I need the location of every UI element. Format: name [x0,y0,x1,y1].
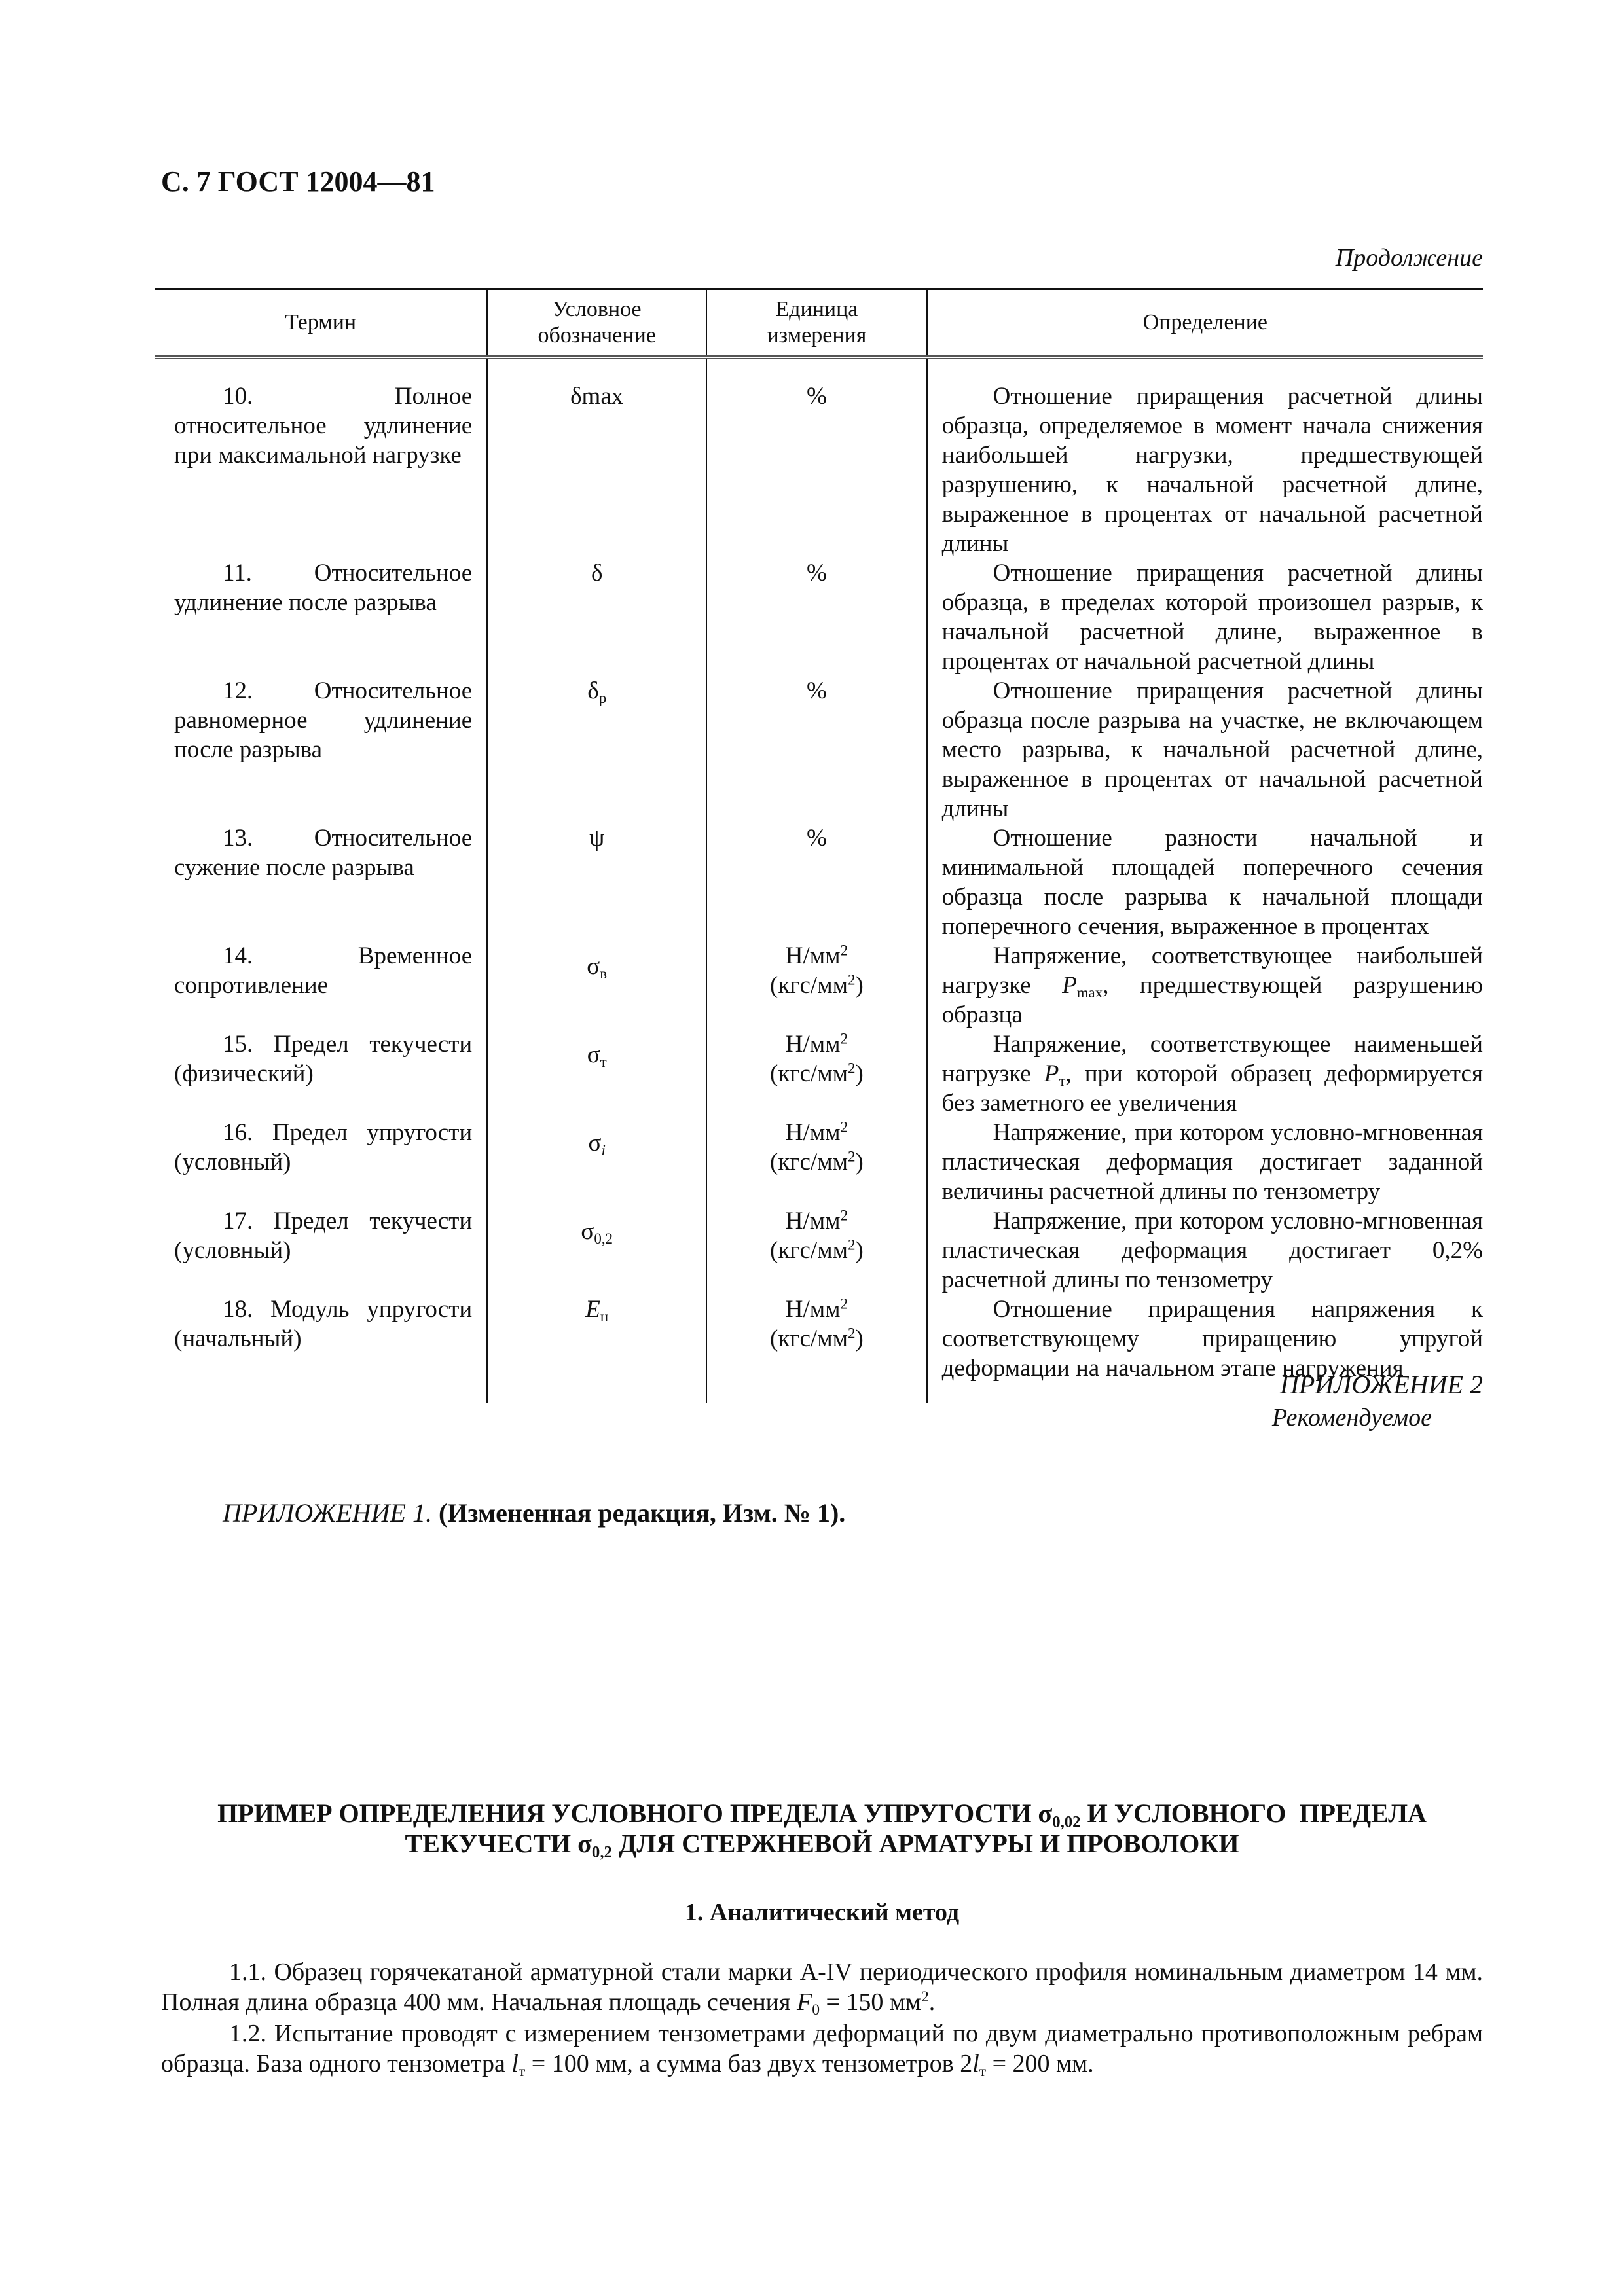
symbol-cell [488,1206,706,1246]
column-header-definition: Определение [1142,310,1267,334]
term-text: 18. Модуль упругости (начальный) [174,1296,473,1352]
table-row [155,941,1483,1030]
term-cell [155,823,486,882]
term-text: 10. Полное относительное удлинение при максимальной нагрузке [174,383,473,469]
unit-superscript: 2 [840,1207,848,1224]
term-text: 14. Временное сопротивление [174,942,473,999]
symbol-cell [488,1030,706,1069]
paragraph-subscript: 0 [812,2001,820,2019]
column-header-symbol [487,289,706,358]
definition-cell [928,558,1483,676]
table-row [155,558,1483,676]
unit-close-paren: ) [855,1325,864,1352]
symbol-subscript: р [598,689,607,706]
definition-cell [928,823,1483,941]
definition-subscript: т [1059,1072,1066,1089]
paragraph-text: 1.1. Образец горячекатаной арматурной стали марки А-IV периодического профиля номинальным диаметром 14 мм. Полная длина образца 400 мм. Начальная площадь сечения [161,1958,1483,2016]
definition-variable: P [1044,1060,1059,1087]
definition-cell [928,1030,1483,1118]
table-row [155,1206,1483,1295]
unit-cell [707,382,926,411]
unit-alt-text: (кгс/мм [770,1325,848,1352]
unit-alt-text: (кгс/мм [770,1060,848,1087]
definition-text: Напряжение, при котором условно-мгновенная пластическая деформация достигает заданной величины расчетной длины по тензометру [941,1119,1483,1205]
symbol-subscript: н [600,1308,609,1325]
term-text: 16. Предел упругости (условный) [174,1119,473,1175]
symbol-cell [488,1295,706,1324]
definition-cell [928,382,1483,558]
unit-text: Н/мм [785,1119,841,1146]
term-cell [155,1295,486,1354]
unit-text: Н/мм [785,1296,841,1323]
unit-cell [707,941,926,1000]
symbol-cell [488,941,706,981]
symbol-subscript: в [600,965,608,982]
table-row [155,1030,1483,1118]
definition-text: Напряжение, соответствующее наибольшей нагрузке [941,942,1483,999]
main-heading-text: ТЕКУЧЕСТИ σ [405,1829,592,1858]
column-header-unit [706,289,926,358]
main-heading-text-cont: ДЛЯ СТЕРЖНЕВОЙ АРМАТУРЫ И ПРОВОЛОКИ [611,1829,1239,1858]
unit-superscript: 2 [848,1325,856,1342]
definition-variable: P [1062,972,1077,999]
page-header: С. 7 ГОСТ 12004—81 [161,166,435,198]
definition-text-cont: , при которой образец деформируется без заметного ее увеличения [941,1060,1483,1117]
paragraph-text-cont: = 150 мм [819,1988,921,2016]
unit-cell [707,823,926,853]
unit-cell [707,558,926,588]
continuation-label: Продолжение [1335,244,1483,272]
table-row [155,1118,1483,1206]
term-cell [155,676,486,764]
symbol-text: δ [587,677,599,704]
appendix1-note-revision: (Измененная редакция, Изм. № 1). [438,1498,846,1528]
table-header-row [155,289,1483,358]
paragraph-text-end: . [928,1988,936,2016]
unit-alt-text: (кгс/мм [770,1237,848,1264]
definition-subscript: max [1076,984,1103,1001]
symbol-cell [488,558,706,588]
unit-superscript: 2 [840,1030,848,1047]
unit-superscript: 2 [840,1295,848,1312]
unit-alt-text: (кгс/мм [770,972,848,999]
unit-superscript: 2 [840,942,848,959]
paragraph-text: 1.2. Испытание проводят с измерением тензометрами деформаций по двум диаметрально противоположным ребрам образца. База одного тензометра [161,2020,1483,2077]
symbol-text: δ [591,560,603,586]
terms-table [155,288,1483,1403]
symbol-cell [488,382,706,411]
unit-text: Н/мм [785,942,841,969]
paragraph-variable: l [511,2050,519,2077]
definition-text: Напряжение, соответствующее наименьшей нагрузке [941,1031,1483,1087]
column-header-term: Термин [155,289,487,358]
unit-superscript: 2 [848,1060,856,1077]
paragraph-1-1 [161,1957,1483,2017]
unit-text: % [807,677,827,704]
term-cell [155,1118,486,1177]
symbol-text: σ [587,953,600,980]
table-row [155,357,1483,558]
term-text: 17. Предел текучести (условный) [174,1208,473,1264]
unit-close-paren: ) [855,1060,864,1087]
appendix2-title: ПРИЛОЖЕНИЕ 2 [1280,1370,1483,1399]
unit-cell [707,1295,926,1354]
paragraph-1-2 [161,2018,1483,2079]
appendix1-note [223,1498,845,1528]
unit-close-paren: ) [855,1237,864,1264]
unit-superscript: 2 [848,971,856,988]
term-text: 12. Относительное равномерное удлинение после разрыва [174,677,473,763]
definition-text: Отношение приращения расчетной длины образца, в пределах которой произошел разрыв, к начальной расчетной длине, выраженное в процентах от начальной расчетной длины [941,560,1483,675]
main-heading-text-cont: И УСЛОВНОГО ПРЕДЕЛА [1080,1799,1427,1828]
unit-text: % [807,560,827,586]
unit-text: % [807,383,827,410]
column-header-symbol-text: Условное обозначение [538,297,656,348]
appendix1-note-label: ПРИЛОЖЕНИЕ 1. [223,1498,432,1528]
definition-cell [928,941,1483,1030]
paragraph-superscript: 2 [921,1988,929,2006]
definition-cell [928,676,1483,823]
term-cell [155,1030,486,1088]
symbol-subscript: 0,2 [594,1230,613,1247]
unit-alt-text: (кгс/мм [770,1149,848,1175]
term-cell [155,382,486,470]
unit-cell [707,1118,926,1177]
definition-text: Отношение приращения напряжения к соответствующему приращению упругой деформации на начальном этапе нагружения [941,1296,1483,1382]
symbol-text: σ [581,1218,594,1245]
unit-cell [707,676,926,706]
term-cell [155,558,486,617]
paragraph-variable: l [972,2050,979,2077]
section-heading: 1. Аналитический метод [684,1899,960,1926]
symbol-text: σ [587,1041,600,1068]
unit-superscript: 2 [848,1148,856,1165]
symbol-text: σ [588,1130,602,1157]
symbol-subscript: i [601,1141,606,1158]
symbol-cell [488,676,706,706]
symbol-text: ψ [589,825,605,852]
symbol-cell [488,823,706,853]
unit-superscript: 2 [840,1119,848,1136]
paragraph-text-end: = 200 мм. [986,2050,1094,2077]
table-row [155,823,1483,941]
main-heading-text: ПРИМЕР ОПРЕДЕЛЕНИЯ УСЛОВНОГО ПРЕДЕЛА УПРУГОСТИ σ [217,1799,1053,1828]
main-heading [161,1799,1483,1859]
symbol-subscript: т [600,1053,607,1070]
symbol-text: E [585,1296,600,1323]
definition-cell [928,1118,1483,1206]
definition-cell [928,1206,1483,1295]
term-text: 13. Относительное сужение после разрыва [174,825,473,881]
term-text: 15. Предел текучести (физический) [174,1031,473,1087]
appendix2-subtitle: Рекомендуемое [1271,1404,1432,1431]
definition-text: Отношение разности начальной и минимальной площадей поперечного сечения образца после разрыва к начальной площади поперечного сечения, выраженное в процентах [941,825,1483,940]
unit-close-paren: ) [855,1149,864,1175]
paragraph-variable: F [796,1988,812,2016]
paragraph-subscript: т [979,2063,987,2081]
definition-text: Напряжение, при котором условно-мгновенная пластическая деформация достигает 0,2% расчетной длины по тензометру [941,1208,1483,1293]
symbol-cell [488,1118,706,1158]
table-row [155,676,1483,823]
unit-text: Н/мм [785,1208,841,1234]
definition-text-cont: , предшествующей разрушению образца [941,972,1483,1028]
main-heading-subscript: 0,02 [1052,1813,1081,1831]
paragraph-text-cont: = 100 мм, а сумма баз двух тензометров 2 [525,2050,973,2077]
term-cell [155,1206,486,1265]
unit-close-paren: ) [855,972,864,999]
symbol-text: δmax [570,383,624,410]
unit-text: % [807,825,827,852]
definition-text: Отношение приращения расчетной длины образца после разрыва на участке, не включающем место разрыва, к начальной расчетной длине, выраженное в процентах от начальной расчетной длины [941,677,1483,822]
unit-superscript: 2 [848,1236,856,1253]
paragraph-subscript: т [518,2063,526,2081]
definition-text: Отношение приращения расчетной длины образца, определяемое в момент начала снижения наибольшей нагрузки, предшествующей разрушению, к начальной расчетной длине, выраженное в процентах от начальной расчетной длины [941,383,1483,557]
unit-cell [707,1206,926,1265]
term-text: 11. Относительное удлинение после разрыва [174,560,473,616]
unit-text: Н/мм [785,1031,841,1058]
column-header-unit-text: Единица измерения [767,297,867,348]
term-cell [155,941,486,1000]
unit-cell [707,1030,926,1088]
main-heading-line2 [161,1829,1483,1859]
main-heading-line1 [161,1799,1483,1829]
main-heading-subscript: 0,2 [591,1843,612,1861]
